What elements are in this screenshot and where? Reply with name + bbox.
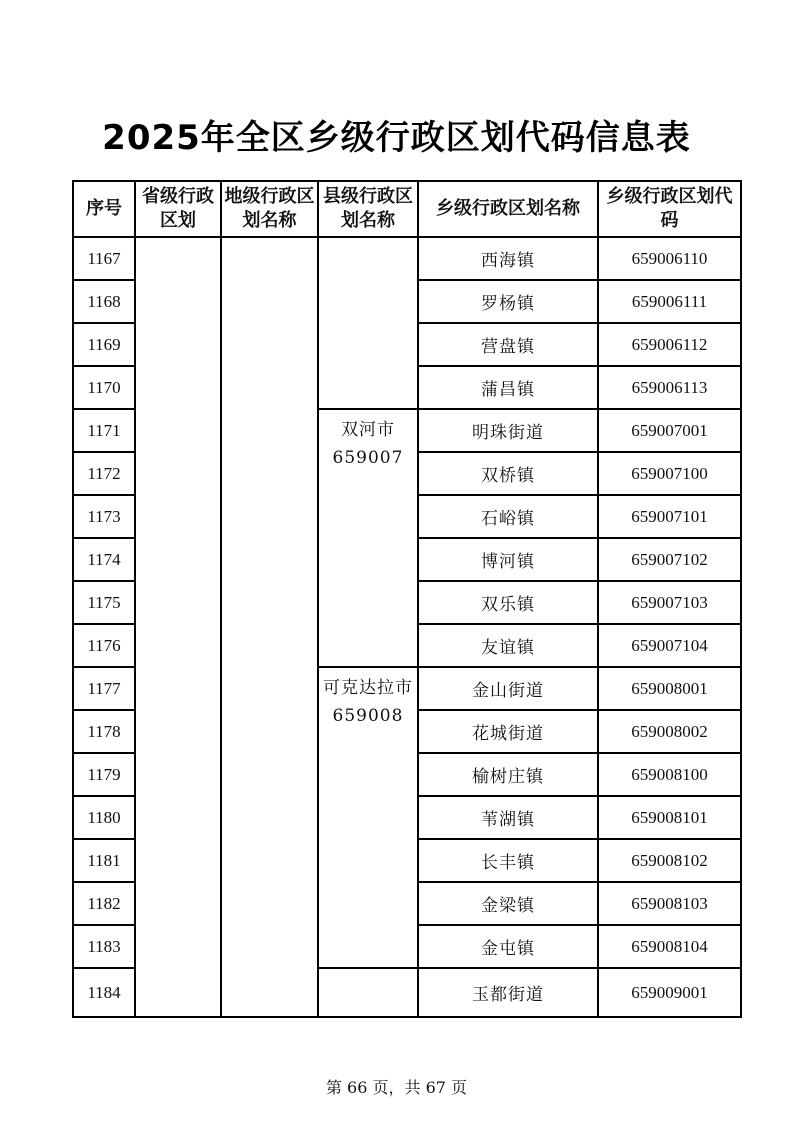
township-name: 金梁镇	[418, 882, 598, 925]
township-name: 友谊镇	[418, 624, 598, 667]
row-seq: 1175	[73, 581, 135, 624]
township-code: 659008103	[598, 882, 741, 925]
row-seq: 1184	[73, 968, 135, 1017]
row-seq: 1178	[73, 710, 135, 753]
row-seq: 1167	[73, 237, 135, 280]
township-code: 659008100	[598, 753, 741, 796]
row-seq: 1181	[73, 839, 135, 882]
township-code: 659008102	[598, 839, 741, 882]
header-county: 县级行政区划名称	[318, 181, 418, 237]
township-code: 659007104	[598, 624, 741, 667]
row-seq: 1173	[73, 495, 135, 538]
township-code: 659007001	[598, 409, 741, 452]
township-code: 659006112	[598, 323, 741, 366]
township-name: 营盘镇	[418, 323, 598, 366]
township-code: 659007103	[598, 581, 741, 624]
county-cell	[318, 968, 418, 1017]
header-township-code: 乡级行政区划代码	[598, 181, 741, 237]
township-code: 659008101	[598, 796, 741, 839]
township-name: 罗杨镇	[418, 280, 598, 323]
row-seq: 1182	[73, 882, 135, 925]
row-seq: 1176	[73, 624, 135, 667]
row-seq: 1169	[73, 323, 135, 366]
row-seq: 1174	[73, 538, 135, 581]
township-code: 659007101	[598, 495, 741, 538]
township-name: 长丰镇	[418, 839, 598, 882]
page-title: 2025年全区乡级行政区划代码信息表	[102, 118, 691, 158]
header-province: 省级行政区划	[135, 181, 221, 237]
page-footer: 第 66 页，共 67 页	[325, 1078, 468, 1097]
header-seq: 序号	[73, 181, 135, 237]
township-code: 659007100	[598, 452, 741, 495]
township-name: 石峪镇	[418, 495, 598, 538]
township-name: 金山街道	[418, 667, 598, 710]
township-code: 659008002	[598, 710, 741, 753]
row-seq: 1183	[73, 925, 135, 968]
township-name: 榆树庄镇	[418, 753, 598, 796]
header-prefecture: 地级行政区划名称	[221, 181, 318, 237]
township-code: 659009001	[598, 968, 741, 1017]
county-cell	[318, 237, 418, 409]
row-seq: 1172	[73, 452, 135, 495]
township-code: 659006113	[598, 366, 741, 409]
township-name: 明珠街道	[418, 409, 598, 452]
row-seq: 1177	[73, 667, 135, 710]
township-code: 659008001	[598, 667, 741, 710]
township-name: 西海镇	[418, 237, 598, 280]
township-name: 双乐镇	[418, 581, 598, 624]
county-cell: 可克达拉市 659008	[318, 667, 418, 968]
township-code: 659008104	[598, 925, 741, 968]
township-name: 玉都街道	[418, 968, 598, 1017]
row-seq: 1180	[73, 796, 135, 839]
table-row	[73, 237, 741, 280]
header-township-name: 乡级行政区划名称	[418, 181, 598, 237]
row-seq: 1179	[73, 753, 135, 796]
township-name: 金屯镇	[418, 925, 598, 968]
table-body	[73, 237, 741, 1017]
province-cell	[135, 237, 221, 1017]
township-name: 花城街道	[418, 710, 598, 753]
row-seq: 1168	[73, 280, 135, 323]
row-seq: 1171	[73, 409, 135, 452]
prefecture-cell	[221, 237, 318, 1017]
table-header-row	[73, 181, 741, 237]
township-name: 博河镇	[418, 538, 598, 581]
township-code: 659007102	[598, 538, 741, 581]
township-code: 659006110	[598, 237, 741, 280]
township-code: 659006111	[598, 280, 741, 323]
township-name: 蒲昌镇	[418, 366, 598, 409]
row-seq: 1170	[73, 366, 135, 409]
township-name: 双桥镇	[418, 452, 598, 495]
township-name: 苇湖镇	[418, 796, 598, 839]
county-cell: 双河市659007	[318, 409, 418, 667]
division-code-table	[72, 180, 742, 1018]
